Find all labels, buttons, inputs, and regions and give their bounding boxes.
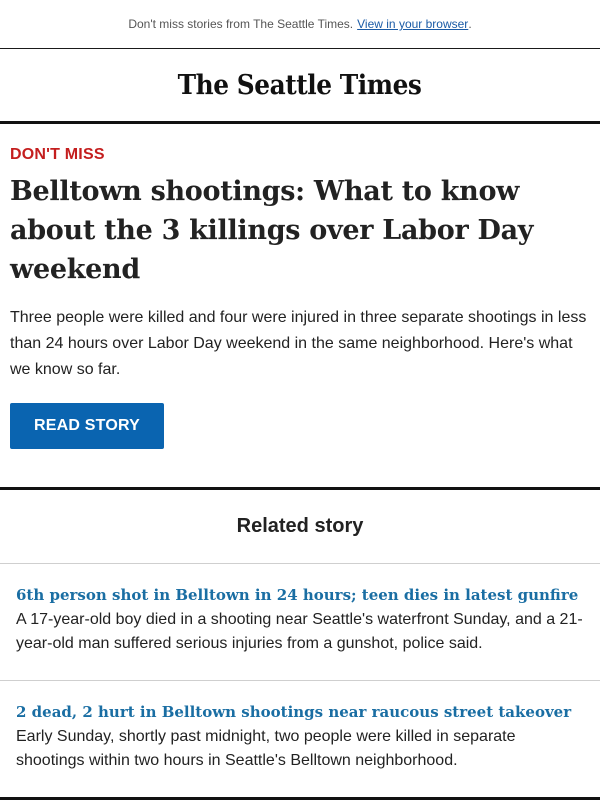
main-story: [0, 124, 600, 490]
related-item-title[interactable]: 6th person shot in Belltown in 24 hours; teen dies in latest gunfire: [16, 586, 579, 604]
related-item: [0, 681, 600, 800]
related-item-title[interactable]: 2 dead, 2 hurt in Belltown shootings near raucous street takeover: [16, 703, 572, 721]
masthead: [0, 49, 600, 124]
related-item: [0, 564, 600, 681]
preheader: [0, 0, 600, 49]
read-story-button[interactable]: READ STORY: [10, 403, 164, 449]
story-kicker: DON'T MISS: [10, 146, 105, 163]
related-item-description: A 17-year-old boy died in a shooting near Seattle's waterfront Sunday, and a 21-year-old man suffered serious injuries from a gunshot, police said.: [16, 611, 583, 652]
preheader-text: Don't miss stories from The Seattle Times.: [128, 17, 354, 31]
related-heading: Related story: [0, 490, 600, 564]
related-section: [0, 490, 600, 800]
view-in-browser-link[interactable]: View in your browser: [357, 17, 469, 31]
preheader-period: .: [468, 17, 472, 31]
story-headline[interactable]: Belltown shootings: What to know about the 3 killings over Labor Day weekend: [10, 176, 534, 285]
seattle-times-logo[interactable]: The Seattle Times: [178, 69, 422, 101]
story-summary: Three people were killed and four were injured in three separate shootings in less than 24 hours over Labor Day weekend in the same neighborhood. Here's what we know so far.: [10, 309, 587, 378]
related-item-description: Early Sunday, shortly past midnight, two people were killed in separate shootings within two hours in Seattle's Belltown neighborhood.: [16, 728, 516, 769]
